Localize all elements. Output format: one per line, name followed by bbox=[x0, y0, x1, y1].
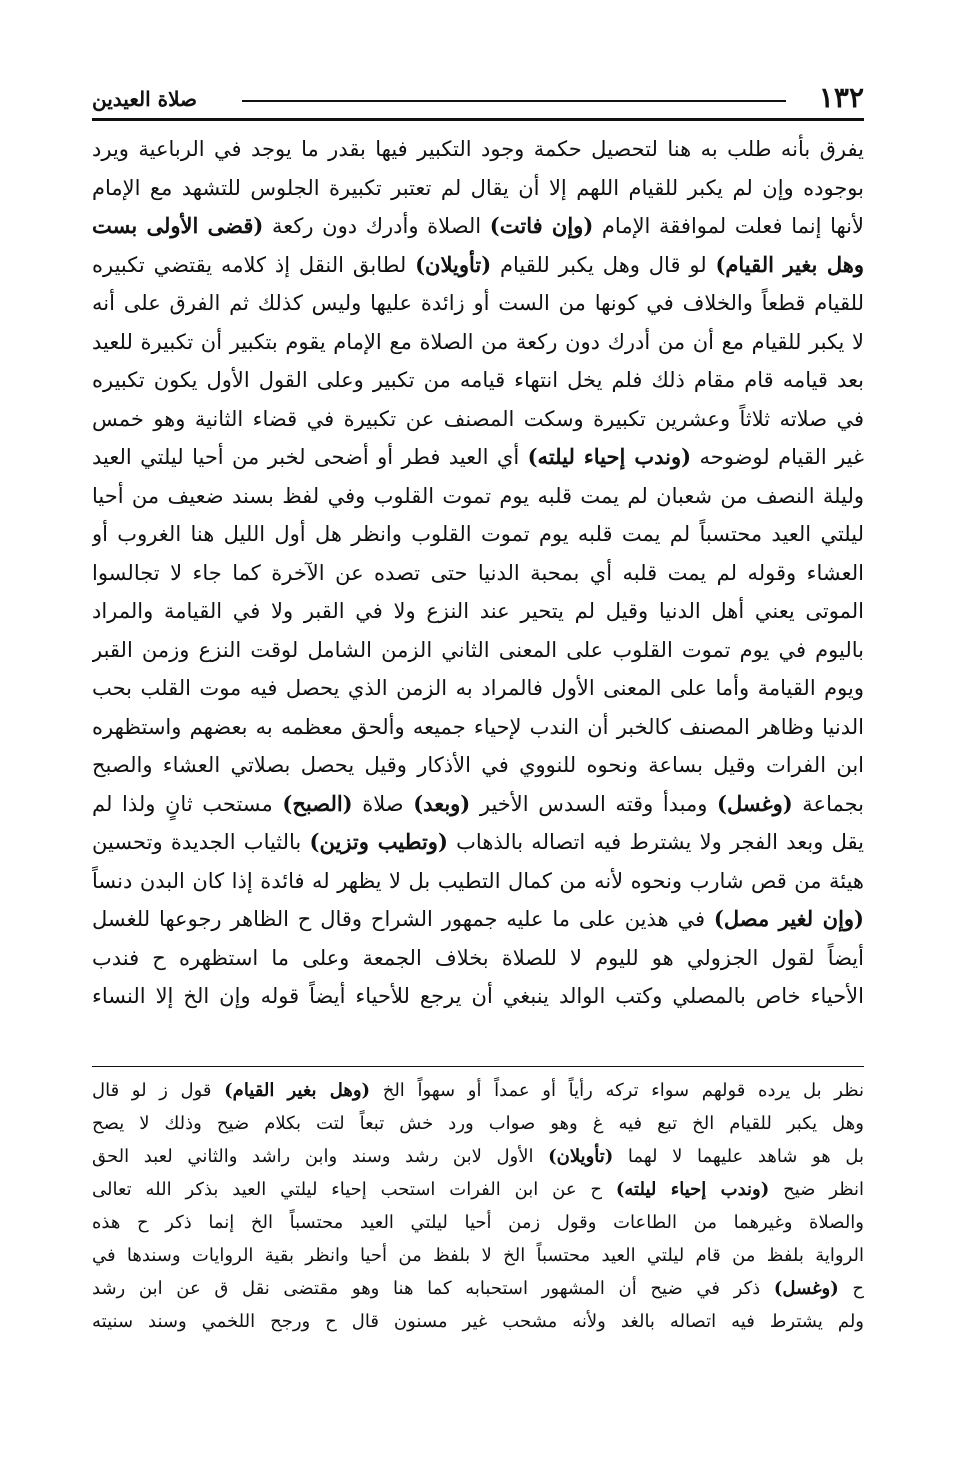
text-run: صلاة bbox=[352, 791, 414, 816]
text-run: وهل يكبر للقيام الخ تبع فيه غ وهو صواب ورد خش تبعاً لتت بكلام ضيح وذلك لا يصح bbox=[92, 1113, 864, 1134]
bold-matn-text: (قضى الأولى بست bbox=[92, 213, 264, 238]
body-line bbox=[92, 477, 864, 516]
text-run: لو قال وهل يكبر للقيام bbox=[491, 252, 716, 277]
body-line bbox=[92, 361, 864, 400]
footnote-line bbox=[92, 1173, 864, 1206]
text-run: العشاء وقوله لم يمت قلبه أي بمحبة الدنيا حتى تصده عن الآخرة كما جاء لا تجالسوا bbox=[92, 560, 864, 585]
footnote-line bbox=[92, 1107, 864, 1140]
body-line bbox=[92, 631, 864, 670]
text-run: والصلاة وغيرهما من الطاعات وقول زمن أحيا ليلتي العيد محتسباً الخ إنما ذكر ح هذه bbox=[92, 1212, 864, 1233]
text-run: قول ز لو قال bbox=[92, 1080, 225, 1101]
text-run: هيئة من قص شارب ونحوه لأنه من كمال التطيب بل لا يظهر له فائدة إذا كان البدن دنساً bbox=[92, 868, 864, 893]
text-run: بل هو شاهد عليهما لا لهما bbox=[613, 1146, 864, 1167]
text-run: ويوم القيامة وأما على المعنى الأول فالمراد به الزمن الذي يحصل فيه موت القلب بحب bbox=[92, 676, 864, 700]
running-title: صلاة العيدين bbox=[92, 87, 197, 111]
text-run: لأنها إنما فعلت لموافقة الإمام bbox=[593, 214, 864, 238]
footnote-line bbox=[92, 1140, 864, 1173]
bold-matn-text: (وغسل) bbox=[773, 1278, 839, 1299]
text-run: نظر بل يرده قولهم سواء تركه رأياً أو عمداً أو سهواً الخ bbox=[370, 1080, 864, 1101]
text-run: لطابق النقل إذ كلامه يقتضي تكبيره bbox=[92, 252, 416, 277]
text-run: وليلة النصف من شعبان لم يمت قلبه يوم تموت القلوب وفي لفظ بسند ضعيف من أحيا bbox=[92, 483, 864, 508]
text-run: في صلاته ثلاثاً وعشرين تكبيرة وسكت المصنف عن تكبيرة في قضاء الثانية وهو خمس bbox=[92, 406, 864, 431]
text-run: بعد قيامه قام مقام ذلك فلم يخل انتهاء قيامه من تكبير وعلى القول الأول يكون تكبيره bbox=[92, 368, 864, 392]
bold-matn-text: (وهل بغير القيام) bbox=[224, 1080, 371, 1101]
page-header bbox=[92, 78, 864, 118]
text-run: مستحب ثانٍ ولذا لم bbox=[92, 791, 283, 816]
bold-matn-text: (الصبح) bbox=[282, 790, 353, 816]
bold-matn-text: (وتطيب وتزين) bbox=[309, 829, 448, 854]
body-line bbox=[92, 554, 864, 593]
text-run: لا يكبر للقيام مع أن من أدرك دون ركعة من الصلاة مع الإمام يقوم بتكبير أن تكبيرة للعيد bbox=[92, 329, 864, 354]
text-run: أي العيد فطر أو أضحى لخبر من أحيا ليلتي العيد bbox=[92, 445, 528, 469]
footnotes bbox=[92, 1074, 864, 1338]
text-run: الأحياء خاص بالمصلي وكتب الوالد ينبغي أن يرجع للأحياء أيضاً قوله وإن الخ إلا النساء bbox=[92, 984, 864, 1008]
footnote-separator bbox=[92, 1066, 864, 1067]
text-run: ح عن ابن الفرات استحب إحياء ليلتي العيد بذكر الله تعالى bbox=[92, 1179, 616, 1200]
body-line bbox=[92, 592, 864, 631]
body-line bbox=[92, 669, 864, 708]
body-line bbox=[92, 746, 864, 785]
text-run: بوجوده وإن لم يكبر للقيام اللهم إلا أن يقال لم تعتبر تكبيرة الجلوس للتشهد مع الإمام bbox=[92, 175, 864, 200]
text-run: في هذين على ما عليه جمهور الشراح وقال ح الظاهر رجوعها للغسل bbox=[92, 907, 714, 931]
footnote-line bbox=[92, 1272, 864, 1305]
bold-matn-text: (وإن فاتت) bbox=[489, 213, 594, 238]
text-run: الأول لابن رشد وسند وابن راشد والثاني لعبد الحق bbox=[92, 1146, 549, 1167]
text-run: بجماعة bbox=[792, 791, 864, 816]
body-line bbox=[92, 284, 864, 323]
text-run: ليلتي العيد محتسباً لم يمت قلبه يوم تموت القلوب وانظر هل أول الليل هنا الغروب أو bbox=[92, 522, 864, 546]
page-number: ١٣٢ bbox=[818, 81, 864, 114]
body-line bbox=[92, 515, 864, 554]
bold-matn-text: (وإن لغير مصل) bbox=[713, 906, 864, 931]
footnote-line bbox=[92, 1206, 864, 1239]
header-rule bbox=[92, 118, 864, 121]
body-line bbox=[92, 130, 864, 169]
text-run: الموتى يعني أهل الدنيا وقيل لم يتحير عند النزع ولا في القبر ولا في القيامة والمراد bbox=[92, 599, 864, 623]
text-run: يفرق بأنه طلب به هنا لتحصيل حكمة وجود التكبير فيها بقدر ما يوجد في الرباعية ويرد bbox=[92, 137, 864, 161]
header-dash-line bbox=[242, 100, 786, 102]
bold-matn-text: (تأويلان) bbox=[548, 1146, 614, 1167]
bold-matn-text: وهل بغير القيام) bbox=[715, 251, 864, 277]
text-run: للقيام قطعاً والخلاف في كونها من الست أو زائدة عليها وليس كذلك ثم الفرق على أنه bbox=[92, 291, 864, 315]
text-run: الرواية بلفظ من قام ليلتي العيد محتسباً الخ لا بلفظ من أحيا وانظر بقية الروايات وسندها في bbox=[92, 1245, 864, 1266]
bold-matn-text: (وبعد) bbox=[413, 790, 471, 816]
footnote-line bbox=[92, 1305, 864, 1338]
bold-matn-text: (وندب إحياء ليلته) bbox=[615, 1179, 770, 1200]
body-line bbox=[92, 400, 864, 439]
footnote-line bbox=[92, 1074, 864, 1107]
body-line bbox=[92, 708, 864, 747]
body-line bbox=[92, 785, 864, 824]
body-line bbox=[92, 323, 864, 362]
body-line bbox=[92, 977, 864, 1016]
text-run: الصلاة وأدرك دون ركعة bbox=[263, 214, 490, 238]
body-line bbox=[92, 823, 864, 862]
text-run: انظر ضيح bbox=[769, 1179, 864, 1200]
text-run: ولم يشترط فيه اتصاله بالغد ولأنه مشحب غير مسنون قال ح ورجح اللخمي وسند سنيته bbox=[92, 1311, 864, 1332]
main-text bbox=[92, 130, 864, 1016]
text-run: ابن الفرات وقيل بساعة ونحوه للنووي في الأذكار وقيل يحصل بصلاتي العشاء والصبح bbox=[92, 753, 864, 777]
text-run: غير القيام لوضوحه bbox=[691, 445, 864, 469]
text-run: ومبدأ وقته السدس الأخير bbox=[470, 791, 718, 816]
text-run: يقل وبعد الفجر ولا يشترط فيه اتصاله بالذهاب bbox=[447, 830, 864, 854]
body-line bbox=[92, 438, 864, 477]
bold-matn-text: (وغسل) bbox=[717, 790, 793, 816]
text-run: باليوم في يوم تموت القلوب على المعنى الثاني الزمن الشامل لوقت النزع وزمن القبر bbox=[92, 637, 864, 662]
bold-matn-text: (تأويلان) bbox=[415, 251, 492, 277]
body-line bbox=[92, 862, 864, 901]
body-line bbox=[92, 169, 864, 208]
text-run: أيضاً لقول الجزولي هو لليوم لا للصلاة بخلاف الجمعة وعلى ما استظهره ح فندب bbox=[92, 945, 864, 970]
body-line bbox=[92, 939, 864, 978]
text-run: ح bbox=[838, 1278, 864, 1299]
text-run: بالثياب الجديدة وتحسين bbox=[92, 830, 310, 854]
footnote-line bbox=[92, 1239, 864, 1272]
text-run: ذكر في ضيح أن المشهور استحبابه كما هنا وهو مقتضى نقل ق عن ابن رشد bbox=[92, 1278, 774, 1299]
body-line bbox=[92, 900, 864, 939]
body-line bbox=[92, 246, 864, 285]
body-line bbox=[92, 207, 864, 246]
bold-matn-text: (وندب إحياء ليلته) bbox=[527, 444, 692, 469]
text-run: الدنيا وظاهر المصنف كالخبر أن الندب لإحياء جميعه وألحق معظمه به بعضهم واستظهره bbox=[92, 714, 864, 739]
